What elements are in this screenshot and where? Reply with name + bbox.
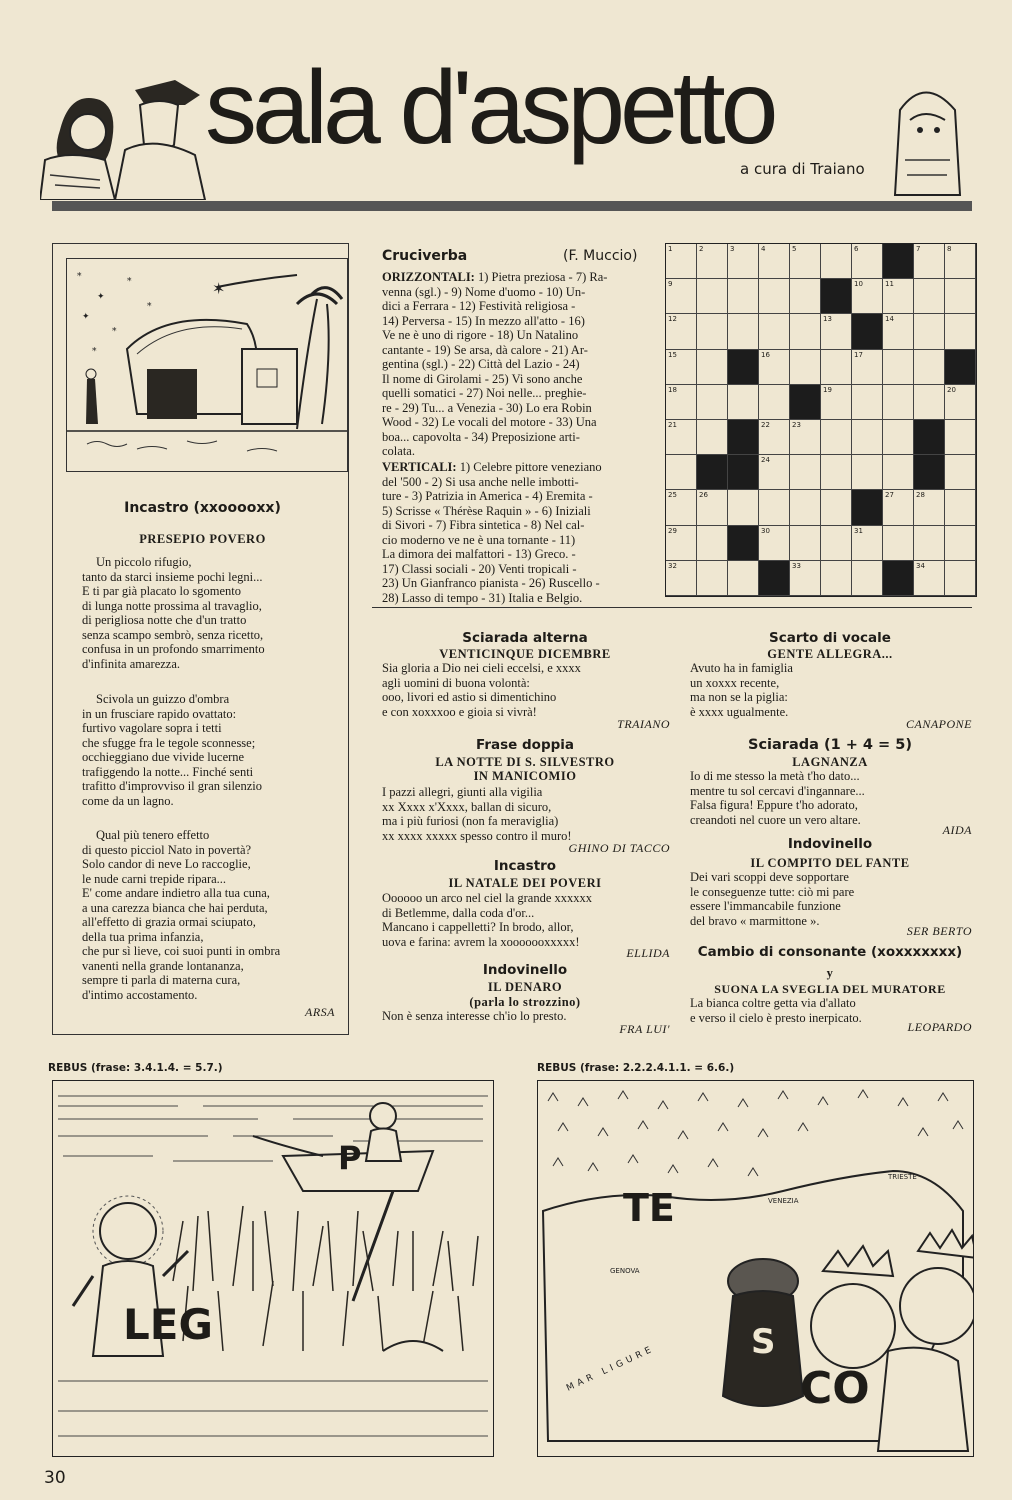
crossword-cell[interactable]: 26 [697,490,728,525]
map-label-mar-ligure: MAR LIGURE [565,1343,657,1394]
crossword-cell[interactable]: 14 [883,314,914,349]
sciarada-alterna-title: VENTICINQUE DICEMBRE [439,647,611,661]
crossword-cell[interactable]: 25 [666,490,697,525]
indovinello-1-heading: Indovinello [482,962,568,978]
crossword-cell [852,314,883,349]
indovinello-2-heading: Indovinello [787,836,873,852]
rebus-2-label: REBUS (frase: 2.2.2.4.1.1. = 6.6.) [537,1062,735,1074]
sciarada-author: AIDA [942,823,972,837]
crossword-cell [821,279,852,314]
crossword-cell[interactable] [914,350,945,385]
crossword-cell[interactable]: 10 [852,279,883,314]
crossword-cell[interactable] [914,526,945,561]
crossword-cell[interactable] [697,385,728,420]
crossword-cell [728,350,759,385]
crossword-cell[interactable] [945,420,976,455]
presepio-author: ARSA [305,1005,335,1019]
crossword-cell[interactable] [821,526,852,561]
presepio-stanza-3: Qual più tenero effetto di questo picciol Nato in povertà? Solo candor di neve Lo raccoglie, le nude carni trepide ripara... E' come andare indietro alla tua cuna, a una carezza bianca che hai perduta, all'effetto di grazia ormai sciupato, della tua prima infanzia, che pur sì lieve, coi suoi punti in ombra vanenti nella grande lontananza, sempre ti parla di materna cura, d'intimo accostamento. [82,828,281,1002]
crossword-cell[interactable] [821,350,852,385]
presepio-heading: Incastro (xxooooxx) [124,500,281,516]
crossword-cell [945,350,976,385]
indovinello-2-text: Dei vari scoppi deve sopportare le conseguenze tutte: ciò mi pare essere l'immancabile funzione del bravo « marmittone ». [690,870,855,928]
crossword-cell[interactable] [945,455,976,490]
crossword-cell[interactable]: 21 [666,420,697,455]
crossword-cell[interactable] [852,385,883,420]
cambio-text: La bianca coltre getta via d'allato e verso il cielo è presto inerpicato. [690,996,862,1025]
crossword-cell [914,420,945,455]
frase-doppia-author: GHINO DI TACCO [568,841,670,855]
section-divider [372,607,972,608]
crossword-cell[interactable] [914,385,945,420]
crossword-cell[interactable] [821,244,852,279]
incastro-author: ELLIDA [626,946,670,960]
crossword-cell[interactable] [759,385,790,420]
map-label-venezia: VENEZIA [768,1197,799,1205]
rebus-2-letter-s: S [751,1322,776,1362]
crossword-cell[interactable]: 32 [666,561,697,596]
indovinello-2-title: IL COMPITO DEL FANTE [750,856,910,870]
page-number: 30 [44,1468,66,1488]
rebus-1-letters-leg: LEG [123,1300,213,1349]
rebus-1-letter-p: P [338,1139,362,1177]
cruciverba-verticali: VERTICALI: 1) Celebre pittore veneziano del '500 - 2) Si usa anche nelle imbotti- ture - 3) Patrizia in America - 4) Eremita - 5) Scrisse « Thérèse Raquin » - 6) Iniziali di Sivori - 7) Fibra sintetica - 8) Nel cal- cio moderno ve ne è una tornante - 11) La dimora dei malfattori - 13) Greco. - 17) Classi sociali - 20) Venti tropicali - 23) Un Gianfranco pianista - 26) Ruscello - 28) Lasso di tempo - 31) Italia e Belgio. [382,460,602,605]
cambio-title: SUONA LA SVEGLIA DEL MURATORE [714,982,946,996]
crossword-cell[interactable]: 4 [759,244,790,279]
crossword-cell[interactable] [821,420,852,455]
indovinello-1-author: FRA LUI' [619,1022,670,1036]
crossword-cell[interactable] [697,526,728,561]
header-illustration-right [885,70,970,200]
indovinello-1-subtitle: (parla lo strozzino) [469,995,581,1009]
incastro-title: IL NATALE DEI POVERI [448,876,602,890]
sciarada-alterna-author: TRAIANO [617,717,670,731]
crossword-cell[interactable] [790,279,821,314]
svg-text:*: * [112,327,117,337]
crossword-cell[interactable] [945,279,976,314]
rebus-2-letters-te: TE [623,1186,675,1230]
crossword-cell[interactable] [790,455,821,490]
rebus-1-label: REBUS (frase: 3.4.1.4. = 5.7.) [48,1062,223,1074]
crossword-cell[interactable]: 5 [790,244,821,279]
crossword-cell[interactable] [728,314,759,349]
svg-text:*: * [147,302,152,312]
scarto-heading: Scarto di vocale [769,630,891,646]
presepio-title: PRESEPIO POVERO [139,532,266,546]
crossword-cell[interactable] [883,526,914,561]
crossword-cell[interactable] [697,561,728,596]
crossword-cell [852,490,883,525]
cruciverba-orizzontali: ORIZZONTALI: 1) Pietra preziosa - 7) Ra- venna (sgl.) - 9) Nome d'uomo - 10) Un- dici a Ferrara - 12) Festività religiosa - 14) Perversa - 15) In mezzo all'atto - 16) Ve ne è uno di rigore - 18) Un Natalino cantante - 19) Se arsa, dà calore - 21) Ar- gentina (sgl.) - 22) Città del Lazio - 24) Il nome di Girolami - 25) Vi sono anche quelli somatici - 27) Noi nelle... preghie- re - 29) Tu... a Venezia - 30) Lo era Robin Wood - 32) Le vocali del motore - 33) Una boa... capovolta - 34) Preposizione arti- colata. [382,270,608,458]
rebus-2-letters-co: CO [800,1363,870,1414]
crossword-cell[interactable] [759,279,790,314]
crossword-grid[interactable] [665,243,977,597]
sciarada-text: Io di me stesso la metà t'ho dato... mentre tu sol cercavi d'ingannare... Falsa figura! Eppure t'ho adorato, creandoti nel cuore un vero altare. [690,769,865,827]
scarto-title: GENTE ALLEGRA... [767,647,893,661]
crossword-cell[interactable]: 30 [759,526,790,561]
crossword-cell[interactable]: 24 [759,455,790,490]
crossword-cell[interactable] [790,350,821,385]
crossword-cell[interactable]: 1 [666,244,697,279]
crossword-cell[interactable] [697,420,728,455]
crossword-cell[interactable] [759,490,790,525]
crossword-cell[interactable]: 3 [728,244,759,279]
indovinello-1-text: Non è senza interesse ch'io lo presto. [382,1009,567,1023]
crossword-cell[interactable]: 16 [759,350,790,385]
svg-text:✶: ✶ [212,279,226,298]
rebus-2-illustration [537,1080,974,1457]
crossword-cell[interactable]: 28 [914,490,945,525]
crossword-cell[interactable]: 20 [945,385,976,420]
cambio-y: y [826,966,834,980]
header-illustration-left [40,60,210,200]
crossword-cell[interactable]: 17 [852,350,883,385]
crossword-cell[interactable] [883,455,914,490]
crossword-cell[interactable]: 8 [945,244,976,279]
crossword-cell[interactable] [914,314,945,349]
sciarada-alterna-text: Sia gloria a Dio nei cieli eccelsi, e xxxx agli uomini di buona volontà: ooo, livori ed astio si dimentichino e con xoxxxoo e gioia si vivrà! [382,661,581,719]
crossword-cell[interactable]: 31 [852,526,883,561]
sciarada-heading: Sciarada (1 + 4 = 5) [748,737,912,753]
cambio-author: LEOPARDO [907,1020,972,1034]
incastro-text: Oooooo un arco nel ciel la grande xxxxxx di Betlemme, dalla coda d'or... Mancano i cappelletti? In brodo, allor, uova e farina: avrem la xooooooxxxxx! [382,891,593,949]
svg-text:✦: ✦ [97,292,105,302]
crossword-cell[interactable]: 19 [821,385,852,420]
presepio-stanza-1: Un piccolo rifugio, tanto da starci insieme pochi legni... E ti par già placato lo sgomento di lunga notte prossima al travaglio, di perigliosa notte che d'un tratto senza scampo sembrò, senza ricetto, confusa in un profondo smarrimento d'infinita amarezza. [82,555,265,671]
crossword-cell[interactable]: 13 [821,314,852,349]
crossword-cell[interactable] [790,314,821,349]
crossword-cell[interactable] [697,350,728,385]
cruciverba-author: (F. Muccio) [563,248,638,264]
crossword-cell [883,561,914,596]
crossword-cell[interactable]: 7 [914,244,945,279]
crossword-cell [759,561,790,596]
presepio-stanza-2: Scivola un guizzo d'ombra in un frusciare rapido ovattato: furtivo vagolare sopra i tetti che sfugge fra le tegole sconnesse; occhieggiano due vivide lucerne trafiggendo la notte... Finché senti trafitto d'improvviso il gran silenzio come da un lagno. [82,692,262,808]
crossword-cell[interactable] [790,490,821,525]
map-label-trieste: TRIESTE [888,1173,917,1181]
crossword-cell [728,526,759,561]
crossword-cell [697,455,728,490]
crossword-cell[interactable] [821,561,852,596]
svg-text:*: * [77,272,82,282]
crossword-cell[interactable] [852,561,883,596]
crossword-cell[interactable] [883,385,914,420]
sciarada-title: LAGNANZA [792,755,868,769]
nativity-illustration [66,258,348,472]
crossword-cell[interactable] [666,455,697,490]
crossword-cell[interactable]: 27 [883,490,914,525]
crossword-cell[interactable] [945,490,976,525]
crossword-cell[interactable] [852,420,883,455]
crossword-cell[interactable] [728,385,759,420]
crossword-cell[interactable]: 23 [790,420,821,455]
svg-text:*: * [127,277,132,287]
map-label-genova: GENOVA [610,1267,640,1275]
crossword-cell[interactable] [883,350,914,385]
crossword-cell[interactable] [821,490,852,525]
crossword-cell[interactable] [790,526,821,561]
scarto-text: Avuto ha in famiglia un xoxxx recente, ma non se la piglia: è xxxx ugualmente. [690,661,793,719]
crossword-cell[interactable]: 9 [666,279,697,314]
crossword-cell [883,244,914,279]
cruciverba-heading: Cruciverba [382,248,468,264]
crossword-cell [728,420,759,455]
crossword-cell[interactable] [883,420,914,455]
header-rule [52,201,972,211]
crossword-cell[interactable] [821,455,852,490]
crossword-cell[interactable] [697,279,728,314]
crossword-cell[interactable]: 29 [666,526,697,561]
crossword-cell[interactable] [759,314,790,349]
crossword-cell[interactable]: 18 [666,385,697,420]
cambio-heading: Cambio di consonante (xoxxxxxxx) [697,944,963,960]
sciarada-alterna-heading: Sciarada alterna [462,630,588,646]
crossword-cell[interactable]: 2 [697,244,728,279]
frase-doppia-text: I pazzi allegri, giunti alla vigilia xx Xxxx x'Xxxx, ballan di sicuro, ma i più furiosi (non fa meraviglia) xx xxxx xxxxx spesso contro il muro! [382,785,572,843]
crossword-cell[interactable]: 6 [852,244,883,279]
crossword-cell[interactable] [945,314,976,349]
svg-text:*: * [92,347,97,357]
crossword-cell[interactable]: 22 [759,420,790,455]
crossword-cell [790,385,821,420]
crossword-cell[interactable]: 11 [883,279,914,314]
crossword-cell[interactable] [728,279,759,314]
crossword-cell[interactable]: 33 [790,561,821,596]
crossword-cell[interactable] [852,455,883,490]
crossword-cell[interactable] [728,561,759,596]
crossword-cell[interactable]: 34 [914,561,945,596]
svg-text:✦: ✦ [82,312,90,322]
rebus-1-illustration [52,1080,494,1457]
scarto-author: CANAPONE [906,717,972,731]
crossword-cell[interactable]: 12 [666,314,697,349]
crossword-cell[interactable] [728,490,759,525]
indovinello-1-title: IL DENARO [487,980,563,994]
crossword-cell[interactable] [945,526,976,561]
curator-credit: a cura di Traiano [740,160,865,178]
frase-doppia-title: LA NOTTE DI S. SILVESTRO IN MANICOMIO [435,755,615,783]
frase-doppia-heading: Frase doppia [475,737,575,753]
crossword-cell[interactable] [945,561,976,596]
crossword-cell[interactable]: 15 [666,350,697,385]
crossword-cell[interactable] [914,279,945,314]
page-title: sala d'aspetto [205,50,774,166]
crossword-cell [728,455,759,490]
incastro-heading: Incastro [493,858,557,874]
crossword-cell[interactable] [697,314,728,349]
crossword-cell [914,455,945,490]
indovinello-2-author: SER BERTO [906,924,972,938]
